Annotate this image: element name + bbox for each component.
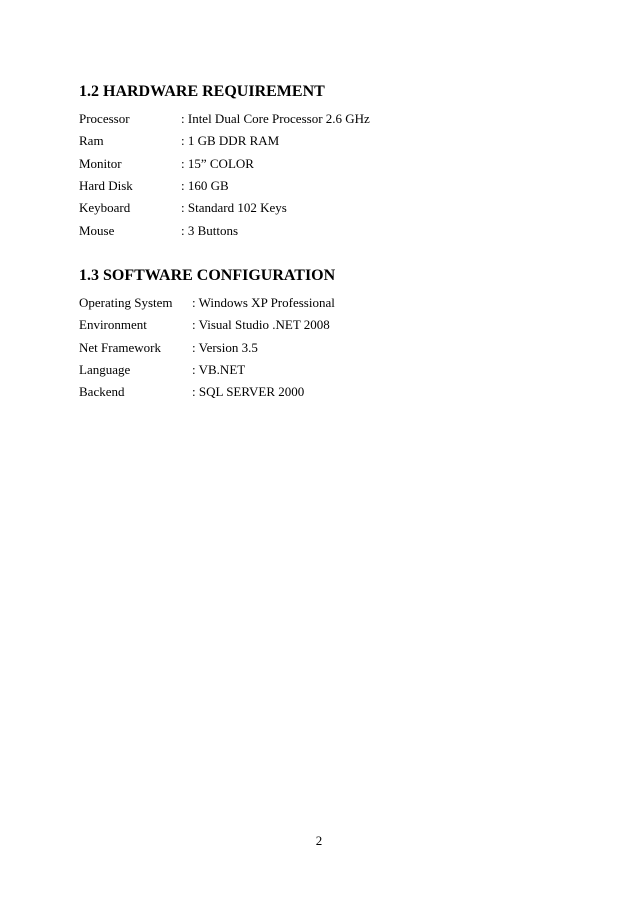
page-number: 2 bbox=[315, 833, 323, 848]
software-spec-list bbox=[79, 292, 335, 403]
spec-key: Hard Disk bbox=[79, 178, 133, 194]
spec-key: Keyboard bbox=[79, 200, 131, 216]
spec-value: : 160 GB bbox=[181, 178, 229, 194]
spec-key: Language bbox=[79, 362, 131, 378]
spec-key: Operating System bbox=[79, 295, 173, 311]
spec-key: Mouse bbox=[79, 222, 115, 238]
spec-row-processor bbox=[79, 108, 370, 130]
spec-value: : Version 3.5 bbox=[192, 339, 258, 355]
software-heading: 1.3 SOFTWARE CONFIGURATION bbox=[79, 267, 336, 284]
hardware-section bbox=[79, 82, 370, 242]
spec-row-monitor bbox=[79, 153, 370, 175]
hardware-heading: 1.2 HARDWARE REQUIREMENT bbox=[79, 83, 325, 100]
spec-row-operating-system bbox=[79, 292, 335, 314]
spec-key: Net Framework bbox=[79, 339, 161, 355]
spec-row-language bbox=[79, 359, 335, 381]
spec-row-keyboard bbox=[79, 197, 370, 219]
spec-row-hard-disk bbox=[79, 175, 370, 197]
spec-value: : Standard 102 Keys bbox=[181, 200, 287, 216]
software-section bbox=[79, 266, 335, 403]
spec-row-backend bbox=[79, 381, 335, 403]
spec-value: : 1 GB DDR RAM bbox=[181, 133, 280, 149]
spec-value: : Windows XP Professional bbox=[192, 295, 335, 311]
spec-key: Ram bbox=[79, 133, 104, 149]
spec-value: : 15” COLOR bbox=[181, 155, 254, 171]
spec-row-ram bbox=[79, 130, 370, 152]
spec-value: : SQL SERVER 2000 bbox=[192, 384, 305, 400]
spec-key: Monitor bbox=[79, 155, 122, 171]
spec-row-mouse bbox=[79, 219, 370, 241]
spec-row-environment bbox=[79, 314, 335, 336]
hardware-spec-list bbox=[79, 108, 370, 242]
spec-value: : VB.NET bbox=[192, 362, 246, 378]
spec-key: Processor bbox=[79, 111, 130, 127]
spec-key: Backend bbox=[79, 384, 125, 400]
spec-value: : 3 Buttons bbox=[181, 222, 239, 238]
spec-value: : Visual Studio .NET 2008 bbox=[192, 317, 330, 333]
spec-row-net-framework bbox=[79, 337, 335, 359]
spec-value: : Intel Dual Core Processor 2.6 GHz bbox=[181, 111, 370, 127]
spec-key: Environment bbox=[79, 317, 147, 333]
